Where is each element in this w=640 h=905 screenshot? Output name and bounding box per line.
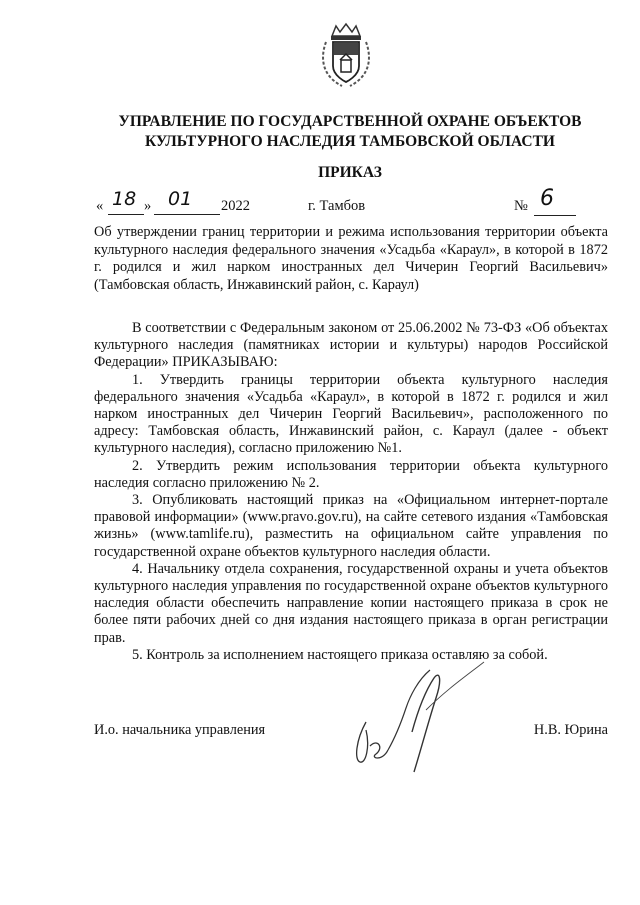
organization-title-line-2: КУЛЬТУРНОГО НАСЛЕДИЯ ТАМБОВСКОЙ ОБЛАСТИ — [145, 133, 555, 150]
city: г. Тамбов — [308, 198, 366, 214]
signatory-title: И.о. начальника управления — [94, 722, 266, 738]
organization-title-line-1: УПРАВЛЕНИЕ ПО ГОСУДАРСТВЕННОЙ ОХРАНЕ ОБЪЕКТОВ — [118, 113, 582, 130]
order-subject: Об утверждении границ территории и режима использования территории объекта культурного наследия федерального значения «Усадьба «Караул», в которой в 1872 г. родился и жил нарком иностранных дел Чичерин Георгий Васильевич» (Тамбовская область, Инжавинский район, с. Караул) — [94, 224, 608, 293]
order-item-2: 2. Утвердить режим использования территории объекта культурного наследия согласно приложению № 2. — [94, 457, 608, 491]
order-body — [94, 320, 608, 664]
number-label: № — [514, 198, 528, 214]
coat-of-arms-icon — [318, 22, 374, 90]
order-item-4: 4. Начальнику отдела сохранения, государственной охраны и учета объектов культурного наследия управления по государственной охране объектов культурного наследия области обеспечить направление копии настоящего приказа в срок не более пяти рабочих дней со дня издания настоящего приказа в орган регистрации прав. — [94, 560, 608, 646]
order-item-3: 3. Опубликовать настоящий приказ на «Официальном интернет-портале правовой информации» (www.pravo.gov.ru), на сайте сетевого издания «Тамбовская жизнь» (www.tamlife.ru), разместить на официальном сайте управления по государственной охране объектов культурного наследия области. — [94, 492, 608, 560]
preamble-paragraph: В соответствии с Федеральным законом от 25.06.2002 № 73-ФЗ «Об объектах культурного наследия (памятниках истории и культуры) народов Российской Федерации» ПРИКАЗЫВАЮ: — [94, 320, 608, 371]
date-close-quote: » — [144, 198, 152, 214]
handwritten-signature-icon — [326, 650, 486, 790]
order-item-5: 5. Контроль за исполнением настоящего приказа оставляю за собой. — [132, 646, 548, 663]
number-value: 6 — [540, 186, 554, 211]
date-month: 01 — [168, 188, 193, 210]
date-year: 2022 — [221, 198, 250, 214]
organization-title — [60, 112, 640, 152]
date-day: 18 — [112, 188, 137, 210]
order-meta-row — [96, 186, 616, 218]
signatory-name: Н.В. Юрина — [533, 722, 608, 738]
order-item-1: 1. Утвердить границы территории объекта культурного наследия федерального значения «Усадьба «Караул», в которой в 1872 г. родился и жил нарком иностранных дел Чичерин Георгий Васильевич», расположенного по адресу: Тамбовская область, Инжавинский район, с. Караул (далее - объект культурного наследия), согласно приложению №1. — [94, 371, 608, 457]
date-open-quote: « — [96, 198, 104, 214]
order-number — [514, 186, 554, 215]
document-type: ПРИКАЗ — [318, 164, 382, 181]
